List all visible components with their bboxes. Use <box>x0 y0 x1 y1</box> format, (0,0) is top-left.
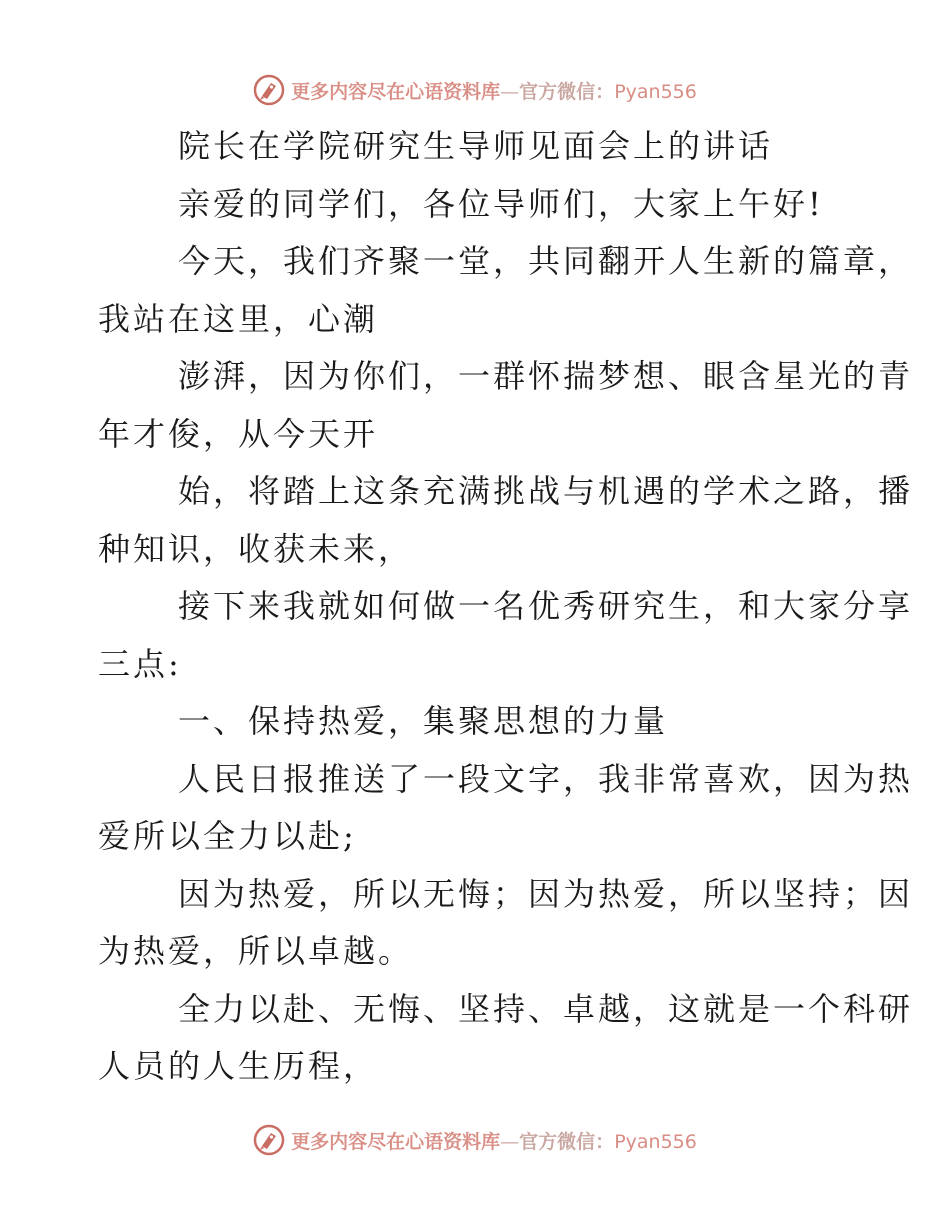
banner-text: 更多内容尽在心语资料库—官方微信：Pyan556 <box>291 80 697 103</box>
pen-nib-logo-icon <box>253 74 285 106</box>
header-banner <box>0 70 950 110</box>
banner-text: 更多内容尽在心语资料库—官方微信：Pyan556 <box>291 1130 697 1153</box>
text-line: 人民日报推送了一段文字，我非常喜欢，因为热 <box>178 759 914 798</box>
document-body <box>98 118 914 1096</box>
text-line: 始，将踏上这条充满挑战与机遇的学术之路，播 <box>178 472 914 510</box>
text-line: 种知识，收获未来， <box>98 529 414 568</box>
greeting-line: 亲爱的同学们，各位导师们，大家上午好! <box>178 184 824 223</box>
pen-nib-logo-icon <box>253 1124 285 1156</box>
text-line: 我站在这里，心潮 <box>98 299 379 338</box>
text-line: 年才俊，从今天开 <box>98 414 379 453</box>
text-line: 全力以赴、无悔、坚持、卓越，这就是一个科研 <box>178 989 914 1028</box>
text-line: 人员的人生历程， <box>98 1047 379 1085</box>
text-line: 为热爱，所以卓越。 <box>98 932 414 970</box>
text-line: 爱所以全力以赴; <box>98 817 357 855</box>
text-line: 因为热爱，所以无悔；因为热爱，所以坚持；因 <box>178 874 914 913</box>
section-heading: 一、保持热爱，集聚思想的力量 <box>178 702 669 740</box>
footer-banner <box>0 1120 950 1160</box>
text-line: 接下来我就如何做一名优秀研究生，和大家分享 <box>178 587 914 625</box>
document-title: 院长在学院研究生导师见面会上的讲话 <box>178 127 774 165</box>
text-line: 三点: <box>98 644 182 683</box>
text-line: 澎湃，因为你们，一群怀揣梦想、眼含星光的青 <box>178 357 914 395</box>
text-line: 今天，我们齐聚一堂，共同翻开人生新的篇章， <box>178 242 914 280</box>
